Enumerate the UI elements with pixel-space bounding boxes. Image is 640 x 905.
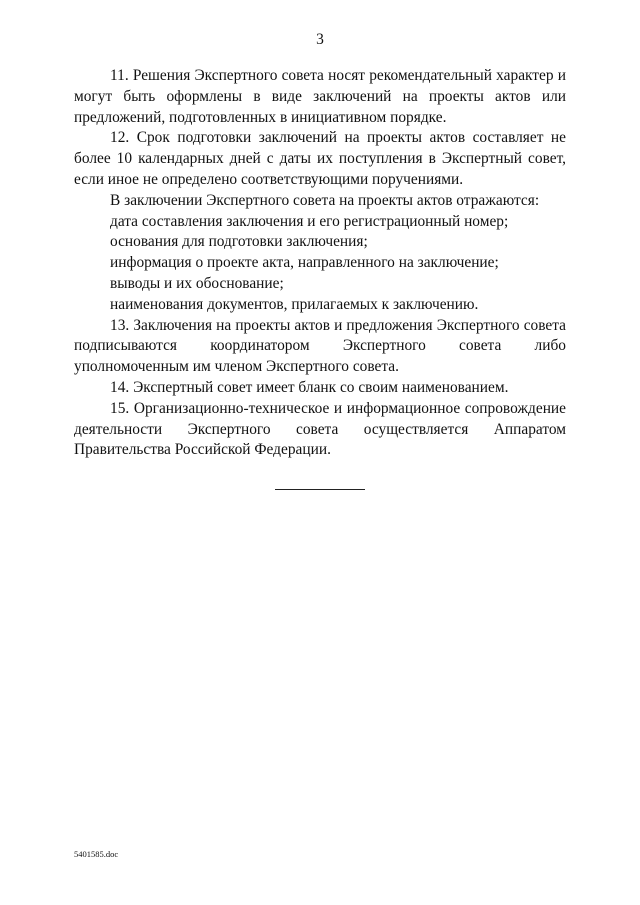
document-body (74, 66, 566, 461)
list-item: дата составления заключения и его регистрационный номер; (110, 212, 509, 230)
footer-file-name: 5401585.doc (74, 849, 119, 859)
list-item: выводы и их обоснование; (110, 274, 284, 292)
list-item: наименования документов, прилагаемых к заключению. (110, 295, 479, 313)
list-item: информация о проекте акта, направленного на заключение; (110, 254, 499, 272)
paragraph-13: 13. Заключения на проекты актов и предложения Экспертного совета подписываются координатором Экспертного совета либо уполномоченным им членом Экспертного совета. (74, 316, 566, 376)
paragraph-15: 15. Организационно-техническое и информационное сопровождение деятельности Экспертного совета осуществляется Аппаратом Правительства Российской Федерации. (74, 399, 566, 459)
paragraph-12: 12. Срок подготовки заключений на проекты актов составляет не более 10 календарных дней с даты их поступления в Экспертный совет, если иное не определено соответствующими поручениями. (74, 129, 566, 188)
page-number: 3 (316, 31, 324, 48)
list-item: основания для подготовки заключения; (110, 233, 368, 251)
list-intro: В заключении Экспертного совета на проекты актов отражаются: (110, 191, 540, 209)
paragraph-14: 14. Экспертный совет имеет бланк со своим наименованием. (110, 378, 509, 396)
paragraph-11: 11. Решения Экспертного совета носят рекомендательный характер и могут быть оформлены в виде заключений на проекты актов или предложений, подготовленных в инициативном порядке. (74, 67, 566, 126)
end-separator-line (275, 489, 365, 490)
